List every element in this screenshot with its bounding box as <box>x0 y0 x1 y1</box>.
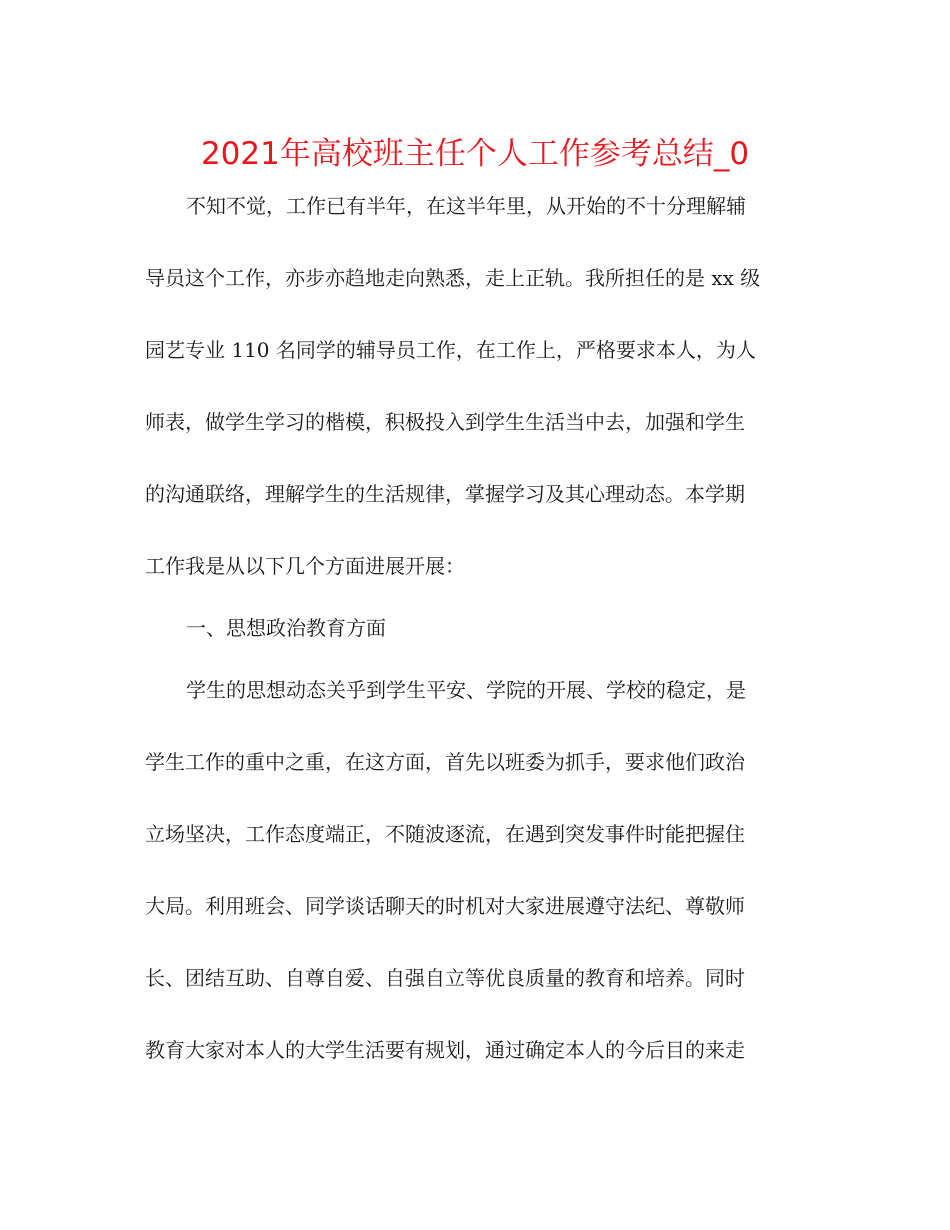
paragraph-line: 学生的思想动态关乎到学生平安、学院的开展、学校的稳定，是 <box>186 678 746 702</box>
paragraph-line: 长、团结互助、自尊自爱、自强自立等优良质量的教育和培养。同时 <box>145 966 745 990</box>
paragraph-line: 导员这个工作，亦步亦趋地走向熟悉，走上正轨。我所担任的是 xx 级 <box>145 266 761 290</box>
paragraph-line: 工作我是从以下几个方面进展开展： <box>145 554 465 578</box>
section-heading: 一、思想政治教育方面 <box>186 616 386 640</box>
paragraph-line: 园艺专业 110 名同学的辅导员工作，在工作上，严格要求本人，为人 <box>145 338 756 362</box>
paragraph-line: 不知不觉，工作已有半年，在这半年里，从开始的不十分理解辅 <box>186 194 746 218</box>
paragraph-line: 师表，做学生学习的楷模，积极投入到学生生活当中去，加强和学生 <box>145 410 745 434</box>
document-title: 2021年高校班主任个人工作参考总结_0 <box>200 136 750 172</box>
paragraph-line: 教育大家对本人的大学生活要有规划，通过确定本人的今后目的来走 <box>145 1038 745 1062</box>
paragraph-line: 的沟通联络，理解学生的生活规律，掌握学习及其心理动态。本学期 <box>145 482 745 506</box>
paragraph-line: 立场坚决，工作态度端正，不随波逐流，在遇到突发事件时能把握住 <box>145 822 745 846</box>
paragraph-line: 大局。利用班会、同学谈话聊天的时机对大家进展遵守法纪、尊敬师 <box>145 894 745 918</box>
paragraph-line: 学生工作的重中之重，在这方面，首先以班委为抓手，要求他们政治 <box>145 750 745 774</box>
